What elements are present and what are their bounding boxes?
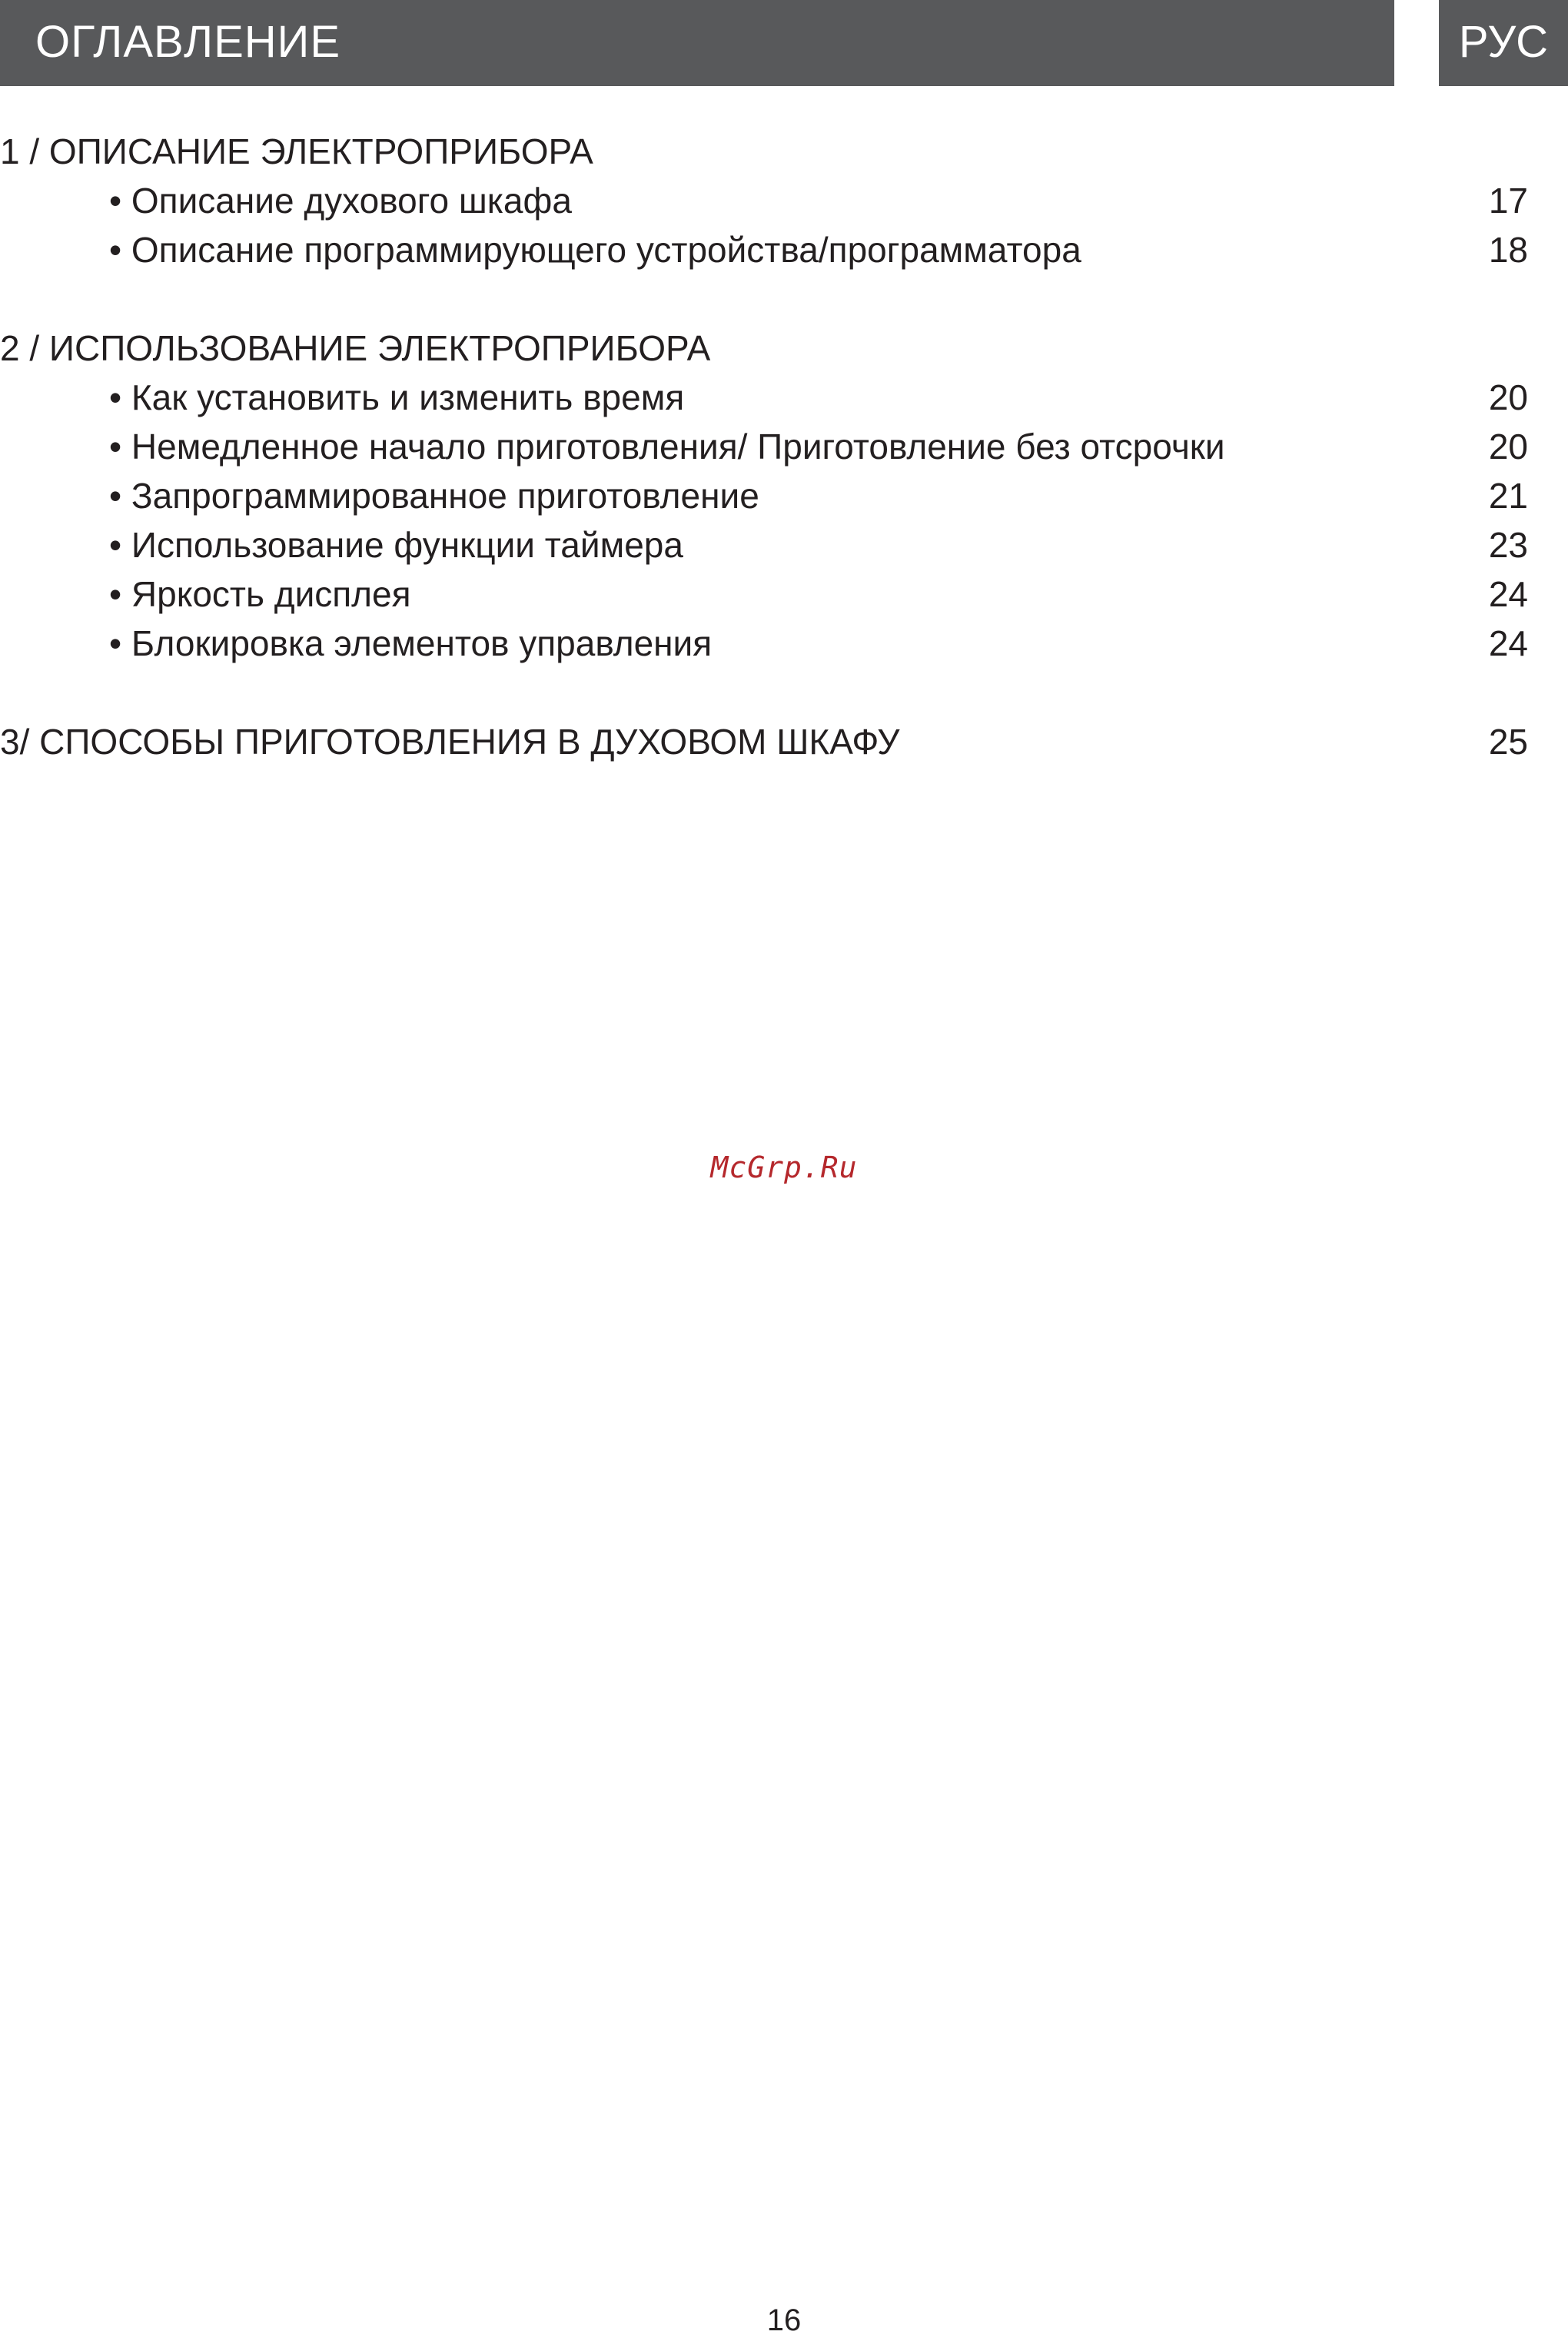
toc-page-number: 24 [1488, 623, 1528, 663]
toc-item-text: • Яркость дисплея [109, 574, 411, 614]
toc-item[interactable] [0, 520, 1568, 570]
toc-heading-text: 3/ СПОСОБЫ ПРИГОТОВЛЕНИЯ В ДУХОВОМ ШКАФУ [0, 722, 900, 762]
toc-section-heading[interactable] [0, 127, 1568, 176]
toc-item[interactable] [0, 422, 1568, 471]
toc-item-text: • Описание программирующего устройства/программатора [109, 230, 1081, 270]
toc-section-heading[interactable] [0, 717, 1568, 766]
toc-item-text: • Как установить и изменить время [109, 377, 685, 417]
toc-page-number: 24 [1488, 574, 1528, 614]
toc-section-3 [0, 717, 1568, 766]
table-of-contents [0, 127, 1568, 815]
footer-page-number: 16 [766, 2303, 802, 2337]
toc-page-number: 25 [1488, 722, 1528, 762]
toc-section-heading[interactable] [0, 324, 1568, 373]
header-bar [0, 0, 1394, 86]
toc-section-2 [0, 324, 1568, 668]
toc-page-number: 20 [1488, 427, 1528, 467]
toc-page-number: 23 [1488, 525, 1528, 565]
toc-item[interactable] [0, 373, 1568, 422]
toc-item-text: • Блокировка элементов управления [109, 623, 713, 663]
watermark: McGrp.Ru [710, 1151, 858, 1184]
toc-item-text: • Запрограммированное приготовление [109, 476, 759, 516]
toc-item[interactable] [0, 471, 1568, 520]
toc-heading-text: 1 / ОПИСАНИЕ ЭЛЕКТРОПРИБОРА [0, 131, 593, 171]
page-title: ОГЛАВЛЕНИЕ [35, 17, 341, 67]
language-tab [1439, 0, 1568, 86]
toc-item[interactable] [0, 225, 1568, 274]
toc-section-1 [0, 127, 1568, 274]
language-label: РУС [1458, 17, 1549, 67]
toc-item[interactable] [0, 619, 1568, 668]
toc-item-text: • Использование функции таймера [109, 525, 683, 565]
toc-heading-text: 2 / ИСПОЛЬЗОВАНИЕ ЭЛЕКТРОПРИБОРА [0, 328, 711, 368]
toc-item[interactable] [0, 570, 1568, 619]
toc-item-text: • Немедленное начало приготовления/ Приготовление без отсрочки [109, 427, 1225, 467]
toc-item-text: • Описание духового шкафа [109, 181, 572, 221]
toc-item[interactable] [0, 176, 1568, 225]
toc-page-number: 18 [1488, 230, 1528, 270]
toc-page-number: 20 [1488, 377, 1528, 417]
toc-page-number: 21 [1488, 476, 1528, 516]
toc-page-number: 17 [1488, 181, 1528, 221]
